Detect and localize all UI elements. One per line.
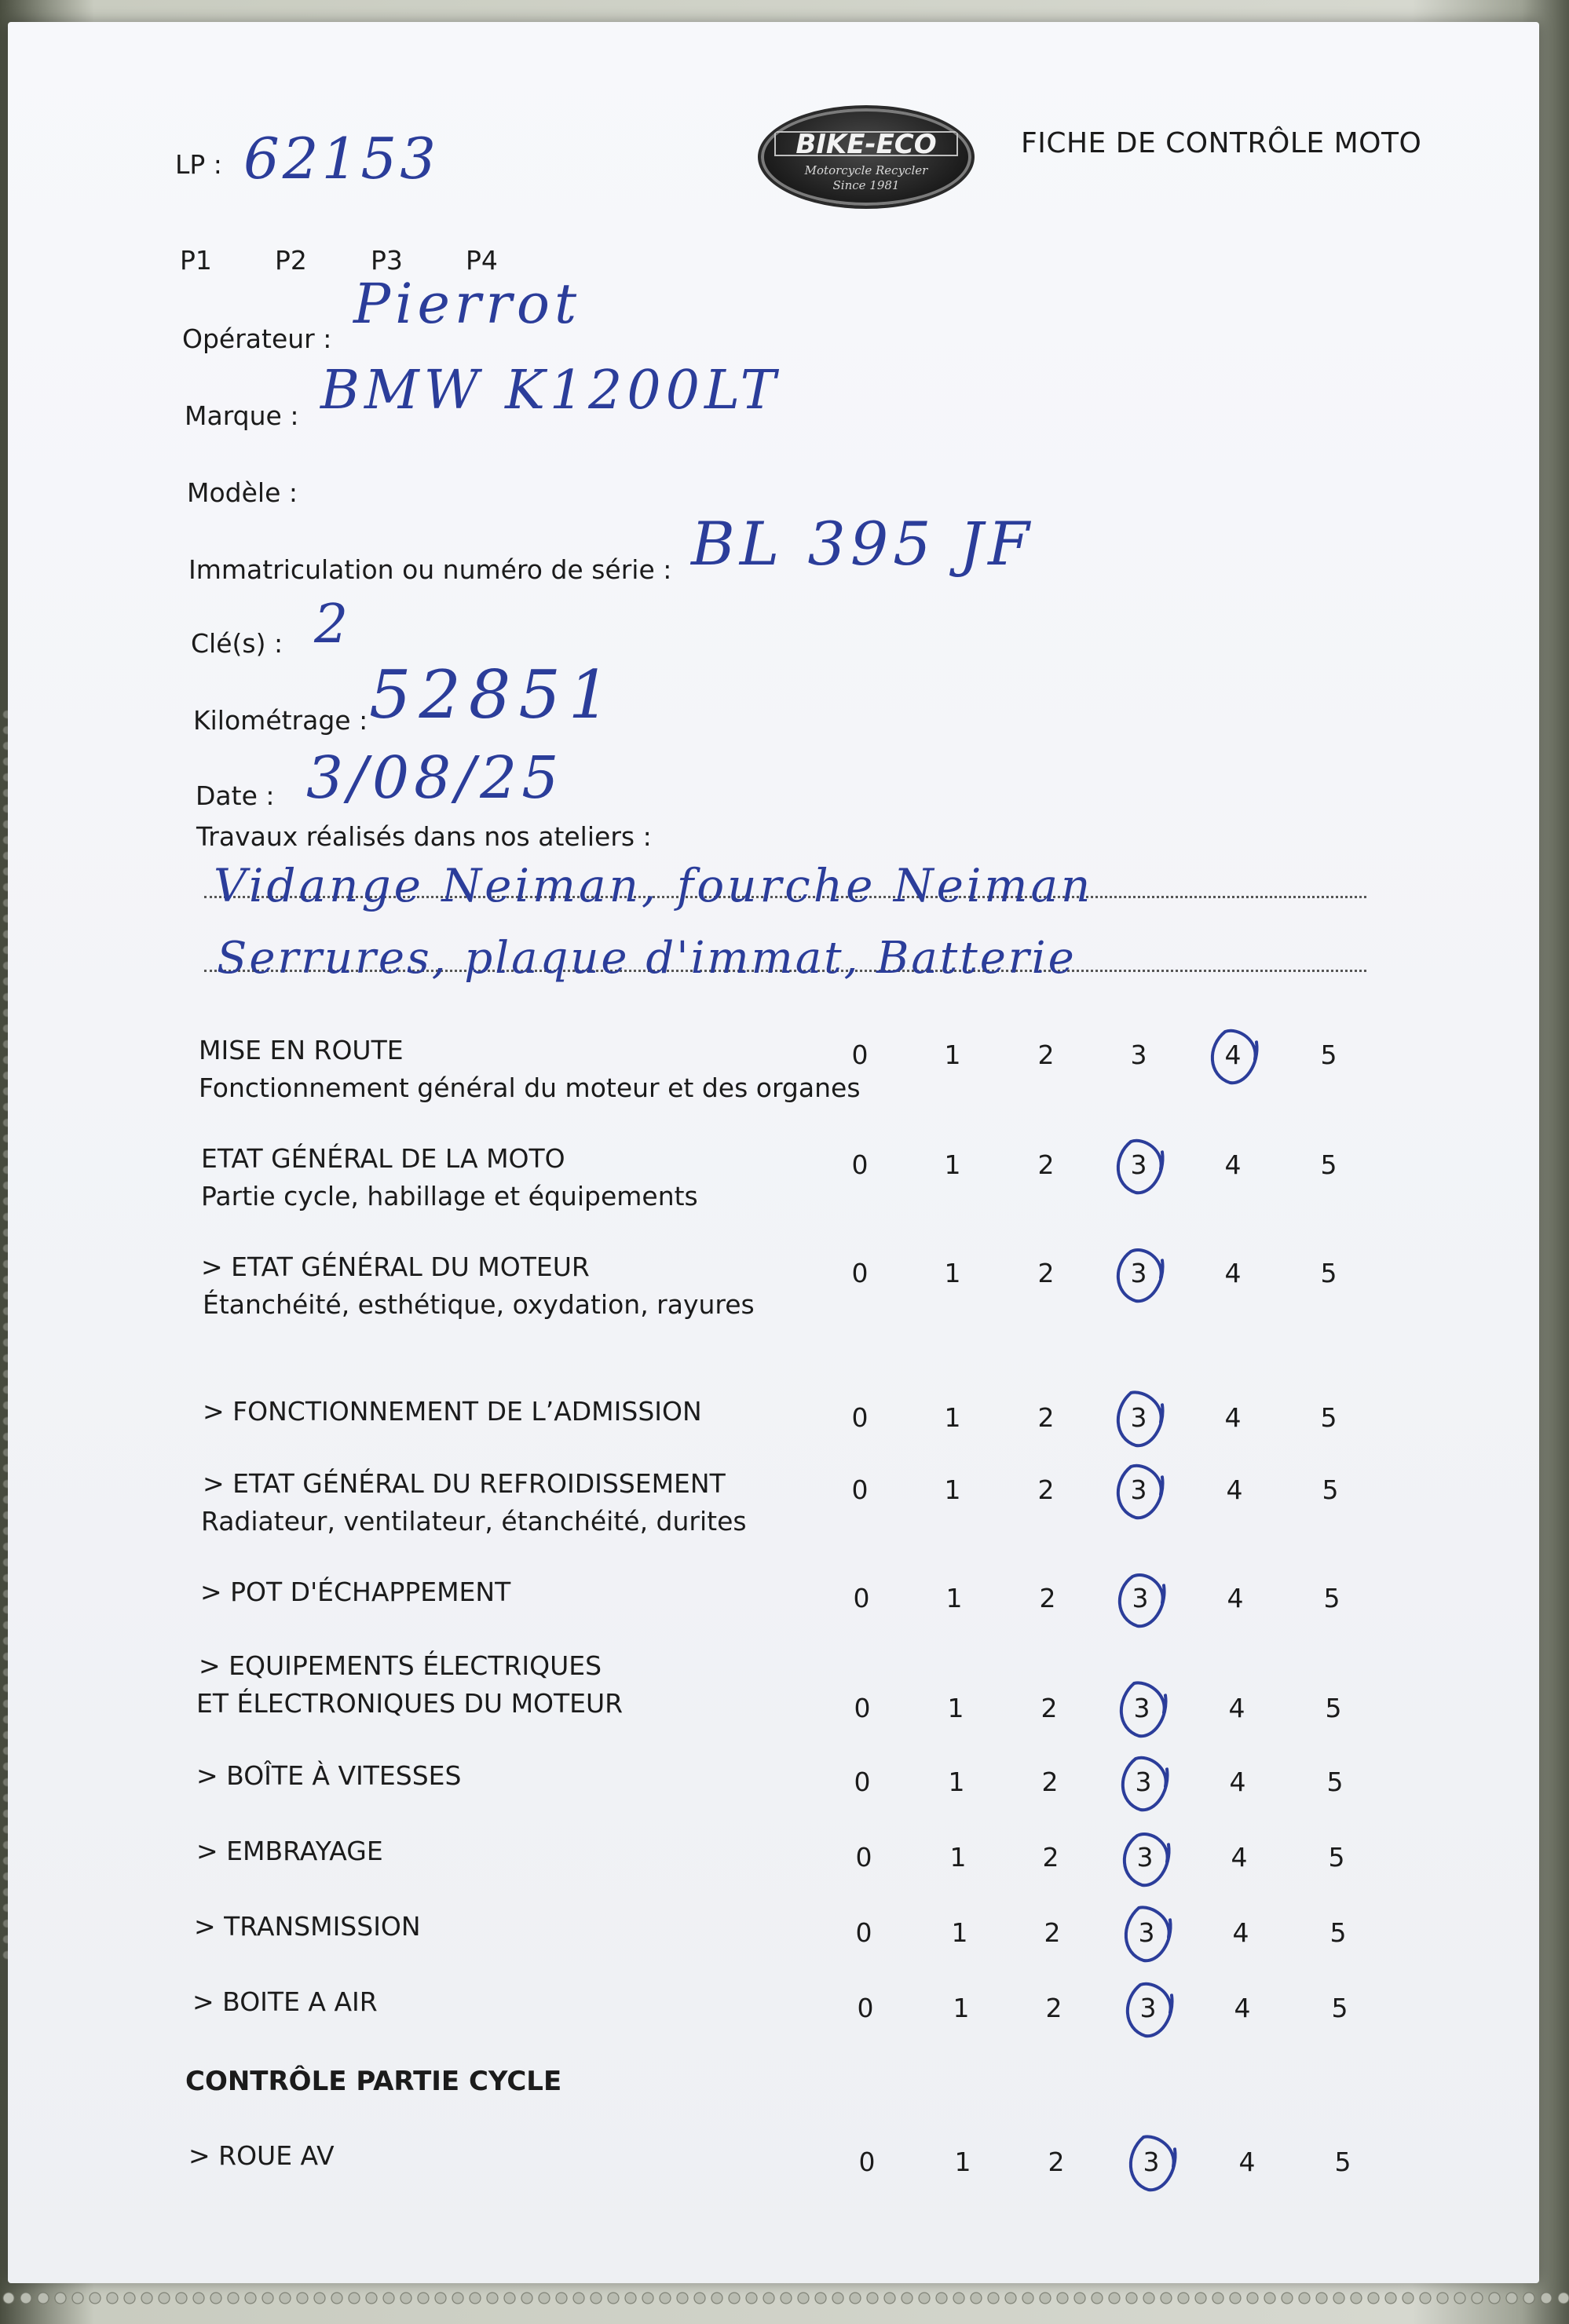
item-title: > ROUE AV bbox=[188, 2140, 335, 2171]
bike-eco-logo bbox=[758, 105, 975, 209]
score-option-5[interactable]: 5 bbox=[1323, 1583, 1340, 1613]
score-option-5[interactable]: 5 bbox=[1320, 1258, 1337, 1288]
operateur-label: Opérateur : bbox=[182, 323, 332, 354]
score-option-0[interactable]: 0 bbox=[851, 1258, 869, 1288]
travaux-line-1[interactable]: Vidange Neiman, fourche Neiman bbox=[214, 859, 1094, 912]
item-title: ETAT GÉNÉRAL DE LA MOTO bbox=[201, 1143, 565, 1174]
item-title: > BOITE A AIR bbox=[192, 1986, 378, 2017]
score-option-0[interactable]: 0 bbox=[851, 1149, 869, 1180]
score-option-3[interactable]: 3 bbox=[1143, 2147, 1160, 2177]
score-option-0[interactable]: 0 bbox=[854, 1767, 871, 1797]
logo-wordmark: BIKE-ECO bbox=[795, 129, 937, 160]
score-option-5[interactable]: 5 bbox=[1329, 1917, 1347, 1948]
item-title: > FONCTIONNEMENT DE L’ADMISSION bbox=[203, 1396, 702, 1427]
travaux-label: Travaux réalisés dans nos ateliers : bbox=[196, 821, 652, 852]
score-option-1[interactable]: 1 bbox=[954, 2147, 971, 2177]
lp-value: 62153 bbox=[243, 126, 440, 192]
score-option-5[interactable]: 5 bbox=[1331, 1993, 1348, 2023]
item-title: > EQUIPEMENTS ÉLECTRIQUES bbox=[199, 1650, 602, 1681]
score-option-2[interactable]: 2 bbox=[1037, 1258, 1055, 1288]
operateur-value[interactable]: Pierrot bbox=[353, 272, 582, 336]
form-title: FICHE DE CONTRÔLE MOTO bbox=[1021, 127, 1422, 159]
score-option-0[interactable]: 0 bbox=[855, 1842, 872, 1873]
cles-value[interactable]: 2 bbox=[314, 594, 353, 656]
score-option-4[interactable]: 4 bbox=[1232, 1917, 1249, 1948]
score-option-3[interactable]: 3 bbox=[1135, 1767, 1152, 1797]
kilometrage-label: Kilométrage : bbox=[193, 705, 368, 736]
score-option-2[interactable]: 2 bbox=[1037, 1040, 1055, 1070]
item-subtitle: Partie cycle, habillage et équipements bbox=[201, 1181, 698, 1211]
score-option-4[interactable]: 4 bbox=[1238, 2147, 1256, 2177]
score-option-3[interactable]: 3 bbox=[1130, 1149, 1147, 1180]
score-option-1[interactable]: 1 bbox=[945, 1583, 963, 1613]
score-option-3[interactable]: 3 bbox=[1130, 1040, 1147, 1070]
logo-subtitle-2: Since 1981 bbox=[832, 178, 900, 192]
score-option-2[interactable]: 2 bbox=[1037, 1474, 1055, 1505]
score-option-4[interactable]: 4 bbox=[1229, 1767, 1246, 1797]
item-title: > POT D'ÉCHAPPEMENT bbox=[200, 1577, 511, 1607]
score-option-1[interactable]: 1 bbox=[949, 1842, 967, 1873]
item-subtitle: Étanchéité, esthétique, oxydation, rayures bbox=[203, 1289, 755, 1320]
item-title: > TRANSMISSION bbox=[194, 1911, 421, 1942]
score-option-0[interactable]: 0 bbox=[855, 1917, 872, 1948]
score-option-0[interactable]: 0 bbox=[858, 2147, 876, 2177]
date-value[interactable]: 3/08/25 bbox=[306, 744, 564, 812]
item-title: > BOÎTE À VITESSES bbox=[196, 1760, 462, 1791]
score-option-1[interactable]: 1 bbox=[947, 1693, 964, 1723]
score-option-3[interactable]: 3 bbox=[1138, 1917, 1155, 1948]
position-p1[interactable]: P1 bbox=[180, 245, 212, 276]
logo-subtitle-1: Motorcycle Recycler bbox=[804, 163, 928, 177]
score-option-4[interactable]: 4 bbox=[1227, 1583, 1244, 1613]
score-option-2[interactable]: 2 bbox=[1037, 1402, 1055, 1433]
item-title: > ETAT GÉNÉRAL DU REFROIDISSEMENT bbox=[203, 1468, 726, 1499]
score-option-1[interactable]: 1 bbox=[944, 1402, 961, 1433]
score-option-0[interactable]: 0 bbox=[857, 1993, 874, 2023]
score-option-4[interactable]: 4 bbox=[1234, 1993, 1251, 2023]
score-option-1[interactable]: 1 bbox=[944, 1040, 961, 1070]
inspection-form bbox=[8, 22, 1539, 2283]
item-title: > ETAT GÉNÉRAL DU MOTEUR bbox=[201, 1252, 590, 1282]
position-p2[interactable]: P2 bbox=[275, 245, 307, 276]
score-option-2[interactable]: 2 bbox=[1042, 1842, 1059, 1873]
score-option-5[interactable]: 5 bbox=[1322, 1474, 1339, 1505]
score-option-4[interactable]: 4 bbox=[1224, 1258, 1242, 1288]
score-option-5[interactable]: 5 bbox=[1320, 1040, 1337, 1070]
immat-label: Immatriculation ou numéro de série : bbox=[188, 554, 672, 585]
score-option-2[interactable]: 2 bbox=[1048, 2147, 1065, 2177]
score-option-2[interactable]: 2 bbox=[1037, 1149, 1055, 1180]
position-p3[interactable]: P3 bbox=[371, 245, 403, 276]
immat-value[interactable]: BL 395 JF bbox=[691, 509, 1034, 579]
sleeve-perforation-bottom bbox=[0, 2289, 1569, 2307]
score-option-2[interactable]: 2 bbox=[1039, 1583, 1056, 1613]
item-subtitle: Fonctionnement général du moteur et des organes bbox=[199, 1072, 861, 1103]
score-option-1[interactable]: 1 bbox=[944, 1474, 961, 1505]
score-option-5[interactable]: 5 bbox=[1334, 2147, 1351, 2177]
score-option-5[interactable]: 5 bbox=[1326, 1767, 1344, 1797]
score-option-4[interactable]: 4 bbox=[1228, 1693, 1245, 1723]
score-option-2[interactable]: 2 bbox=[1045, 1993, 1062, 2023]
cles-label: Clé(s) : bbox=[191, 628, 283, 659]
item-title: > EMBRAYAGE bbox=[196, 1836, 383, 1866]
score-option-4[interactable]: 4 bbox=[1231, 1842, 1248, 1873]
score-option-3[interactable]: 3 bbox=[1136, 1842, 1154, 1873]
score-option-3[interactable]: 3 bbox=[1130, 1474, 1147, 1505]
item-title: MISE EN ROUTE bbox=[199, 1035, 404, 1065]
score-option-3[interactable]: 3 bbox=[1132, 1583, 1149, 1613]
score-option-2[interactable]: 2 bbox=[1044, 1917, 1061, 1948]
score-option-5[interactable]: 5 bbox=[1320, 1149, 1337, 1180]
score-option-0[interactable]: 0 bbox=[851, 1402, 869, 1433]
score-option-3[interactable]: 3 bbox=[1130, 1402, 1147, 1433]
score-option-4[interactable]: 4 bbox=[1224, 1040, 1242, 1070]
section-cycle-title: CONTRÔLE PARTIE CYCLE bbox=[185, 2066, 562, 2097]
lp-label: LP : bbox=[175, 149, 222, 180]
marque-label: Marque : bbox=[185, 400, 299, 431]
marque-value[interactable]: BMW K1200LT bbox=[320, 360, 781, 422]
score-option-0[interactable]: 0 bbox=[853, 1583, 870, 1613]
score-option-1[interactable]: 1 bbox=[944, 1149, 961, 1180]
score-option-0[interactable]: 0 bbox=[851, 1040, 869, 1070]
score-option-0[interactable]: 0 bbox=[851, 1474, 869, 1505]
score-option-5[interactable]: 5 bbox=[1320, 1402, 1337, 1433]
score-option-4[interactable]: 4 bbox=[1224, 1402, 1242, 1433]
item-subtitle: Radiateur, ventilateur, étanchéité, durites bbox=[201, 1506, 747, 1537]
score-option-1[interactable]: 1 bbox=[953, 1993, 970, 2023]
modele-label: Modèle : bbox=[187, 477, 298, 508]
score-option-1[interactable]: 1 bbox=[948, 1767, 965, 1797]
position-p4[interactable]: P4 bbox=[466, 245, 498, 276]
score-option-3[interactable]: 3 bbox=[1139, 1993, 1157, 2023]
score-option-2[interactable]: 2 bbox=[1041, 1767, 1059, 1797]
score-option-5[interactable]: 5 bbox=[1325, 1693, 1342, 1723]
item-subtitle: ET ÉLECTRONIQUES DU MOTEUR bbox=[196, 1688, 624, 1719]
score-option-4[interactable]: 4 bbox=[1226, 1474, 1243, 1505]
date-label: Date : bbox=[196, 780, 275, 811]
score-option-5[interactable]: 5 bbox=[1328, 1842, 1345, 1873]
score-option-0[interactable]: 0 bbox=[854, 1693, 871, 1723]
kilometrage-value[interactable]: 52851 bbox=[369, 656, 619, 733]
score-option-3[interactable]: 3 bbox=[1133, 1693, 1150, 1723]
score-option-4[interactable]: 4 bbox=[1224, 1149, 1242, 1180]
score-option-2[interactable]: 2 bbox=[1041, 1693, 1058, 1723]
score-option-3[interactable]: 3 bbox=[1130, 1258, 1147, 1288]
travaux-line-2[interactable]: Serrures, plaque d'immat, Batterie bbox=[217, 933, 1077, 984]
score-option-1[interactable]: 1 bbox=[944, 1258, 961, 1288]
score-option-1[interactable]: 1 bbox=[951, 1917, 968, 1948]
